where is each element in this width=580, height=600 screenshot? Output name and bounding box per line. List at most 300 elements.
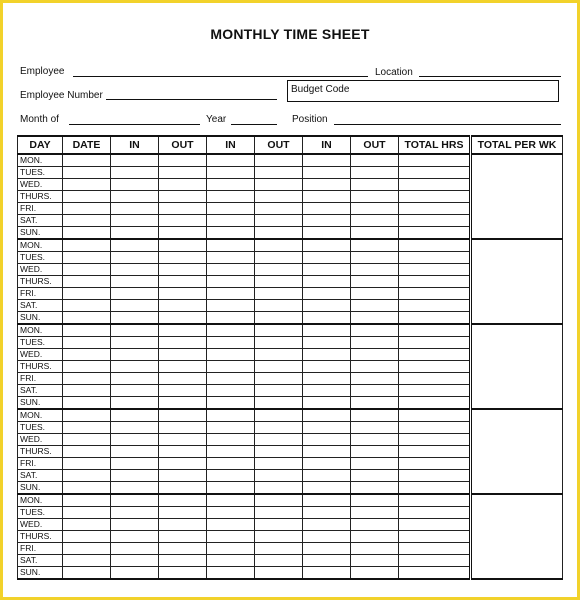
in-cell[interactable]: [207, 373, 255, 385]
total-hrs-cell[interactable]: [399, 555, 471, 567]
in-cell[interactable]: [207, 252, 255, 264]
budget-code-box[interactable]: [287, 80, 559, 102]
in-cell[interactable]: [303, 167, 351, 179]
out-cell[interactable]: [159, 227, 207, 240]
date-cell[interactable]: [63, 470, 111, 482]
total-hrs-cell[interactable]: [399, 409, 471, 422]
out-cell[interactable]: [351, 519, 399, 531]
date-cell[interactable]: [63, 409, 111, 422]
out-cell[interactable]: [159, 264, 207, 276]
in-cell[interactable]: [111, 154, 159, 167]
total-hrs-cell[interactable]: [399, 507, 471, 519]
total-hrs-cell[interactable]: [399, 154, 471, 167]
in-cell[interactable]: [207, 264, 255, 276]
out-cell[interactable]: [159, 373, 207, 385]
in-cell[interactable]: [111, 470, 159, 482]
in-cell[interactable]: [111, 361, 159, 373]
out-cell[interactable]: [255, 567, 303, 580]
total-hrs-cell[interactable]: [399, 337, 471, 349]
in-cell[interactable]: [303, 507, 351, 519]
in-cell[interactable]: [111, 252, 159, 264]
total-hrs-cell[interactable]: [399, 252, 471, 264]
out-cell[interactable]: [351, 446, 399, 458]
out-cell[interactable]: [351, 154, 399, 167]
out-cell[interactable]: [159, 203, 207, 215]
out-cell[interactable]: [351, 349, 399, 361]
total-hrs-cell[interactable]: [399, 494, 471, 507]
in-cell[interactable]: [303, 154, 351, 167]
in-cell[interactable]: [303, 531, 351, 543]
date-cell[interactable]: [63, 494, 111, 507]
in-cell[interactable]: [111, 215, 159, 227]
total-per-week-cell[interactable]: [471, 239, 563, 324]
total-hrs-cell[interactable]: [399, 373, 471, 385]
out-cell[interactable]: [351, 482, 399, 495]
total-hrs-cell[interactable]: [399, 531, 471, 543]
date-cell[interactable]: [63, 519, 111, 531]
in-cell[interactable]: [207, 300, 255, 312]
out-cell[interactable]: [351, 409, 399, 422]
day-cell: SAT.: [18, 555, 63, 567]
in-cell[interactable]: [207, 324, 255, 337]
page-title: MONTHLY TIME SHEET: [210, 26, 370, 42]
in-cell[interactable]: [303, 239, 351, 252]
total-hrs-cell[interactable]: [399, 227, 471, 240]
date-cell[interactable]: [63, 264, 111, 276]
date-cell[interactable]: [63, 531, 111, 543]
in-cell[interactable]: [207, 397, 255, 410]
location-field[interactable]: [419, 76, 561, 77]
total-hrs-cell[interactable]: [399, 482, 471, 495]
date-cell[interactable]: [63, 312, 111, 325]
out-cell[interactable]: [351, 458, 399, 470]
date-cell[interactable]: [63, 191, 111, 203]
in-cell[interactable]: [303, 458, 351, 470]
in-cell[interactable]: [303, 373, 351, 385]
in-cell[interactable]: [207, 409, 255, 422]
out-cell[interactable]: [159, 191, 207, 203]
out-cell[interactable]: [255, 422, 303, 434]
date-cell[interactable]: [63, 239, 111, 252]
in-cell[interactable]: [207, 167, 255, 179]
in-cell[interactable]: [303, 349, 351, 361]
in-cell[interactable]: [111, 349, 159, 361]
out-cell[interactable]: [351, 385, 399, 397]
in-cell[interactable]: [207, 239, 255, 252]
date-cell[interactable]: [63, 373, 111, 385]
out-cell[interactable]: [159, 324, 207, 337]
date-cell[interactable]: [63, 422, 111, 434]
out-cell[interactable]: [255, 167, 303, 179]
total-hrs-cell[interactable]: [399, 324, 471, 337]
employee-field[interactable]: [73, 76, 368, 77]
date-cell[interactable]: [63, 434, 111, 446]
out-cell[interactable]: [159, 300, 207, 312]
out-cell[interactable]: [255, 154, 303, 167]
in-cell[interactable]: [303, 300, 351, 312]
in-cell[interactable]: [303, 264, 351, 276]
in-cell[interactable]: [303, 227, 351, 240]
out-cell[interactable]: [351, 276, 399, 288]
date-cell[interactable]: [63, 482, 111, 495]
in-cell[interactable]: [111, 264, 159, 276]
in-cell[interactable]: [111, 385, 159, 397]
date-cell[interactable]: [63, 446, 111, 458]
out-cell[interactable]: [255, 324, 303, 337]
total-hrs-cell[interactable]: [399, 446, 471, 458]
total-hrs-cell[interactable]: [399, 397, 471, 410]
in-cell[interactable]: [111, 507, 159, 519]
in-cell[interactable]: [111, 239, 159, 252]
in-cell[interactable]: [207, 215, 255, 227]
out-cell[interactable]: [255, 446, 303, 458]
in-cell[interactable]: [207, 312, 255, 325]
out-cell[interactable]: [159, 494, 207, 507]
in-cell[interactable]: [111, 191, 159, 203]
total-per-week-cell[interactable]: [471, 494, 563, 579]
total-hrs-cell[interactable]: [399, 349, 471, 361]
out-cell[interactable]: [351, 555, 399, 567]
out-cell[interactable]: [351, 543, 399, 555]
out-cell[interactable]: [255, 191, 303, 203]
in-cell[interactable]: [303, 191, 351, 203]
out-cell[interactable]: [351, 324, 399, 337]
in-cell[interactable]: [111, 179, 159, 191]
out-cell[interactable]: [351, 215, 399, 227]
out-cell[interactable]: [159, 167, 207, 179]
day-cell: WED.: [18, 349, 63, 361]
in-cell[interactable]: [303, 215, 351, 227]
total-hrs-cell[interactable]: [399, 434, 471, 446]
out-cell[interactable]: [255, 361, 303, 373]
in-cell[interactable]: [111, 203, 159, 215]
in-cell[interactable]: [207, 385, 255, 397]
date-cell[interactable]: [63, 349, 111, 361]
out-cell[interactable]: [159, 312, 207, 325]
out-cell[interactable]: [159, 288, 207, 300]
out-cell[interactable]: [159, 507, 207, 519]
total-hrs-cell[interactable]: [399, 543, 471, 555]
date-cell[interactable]: [63, 167, 111, 179]
date-cell[interactable]: [63, 337, 111, 349]
total-per-week-cell[interactable]: [471, 409, 563, 494]
employee-number-field[interactable]: [106, 99, 277, 100]
out-cell[interactable]: [159, 543, 207, 555]
out-cell[interactable]: [351, 470, 399, 482]
in-cell[interactable]: [207, 519, 255, 531]
in-cell[interactable]: [111, 422, 159, 434]
out-cell[interactable]: [159, 482, 207, 495]
in-cell[interactable]: [207, 434, 255, 446]
in-cell[interactable]: [207, 482, 255, 495]
out-cell[interactable]: [159, 519, 207, 531]
out-cell[interactable]: [159, 361, 207, 373]
in-cell[interactable]: [207, 567, 255, 580]
out-cell[interactable]: [159, 154, 207, 167]
in-cell[interactable]: [111, 519, 159, 531]
out-cell[interactable]: [159, 458, 207, 470]
out-cell[interactable]: [159, 385, 207, 397]
date-cell[interactable]: [63, 215, 111, 227]
out-cell[interactable]: [351, 179, 399, 191]
out-cell[interactable]: [351, 373, 399, 385]
out-cell[interactable]: [255, 434, 303, 446]
out-cell[interactable]: [255, 543, 303, 555]
in-cell[interactable]: [303, 543, 351, 555]
in-cell[interactable]: [111, 167, 159, 179]
in-cell[interactable]: [111, 531, 159, 543]
in-cell[interactable]: [111, 227, 159, 240]
day-cell: SUN.: [18, 482, 63, 495]
in-cell[interactable]: [207, 422, 255, 434]
in-cell[interactable]: [111, 458, 159, 470]
out-cell[interactable]: [351, 288, 399, 300]
out-cell[interactable]: [255, 507, 303, 519]
out-cell[interactable]: [255, 397, 303, 410]
total-per-week-cell[interactable]: [471, 324, 563, 409]
in-cell[interactable]: [207, 227, 255, 240]
out-cell[interactable]: [255, 349, 303, 361]
in-cell[interactable]: [207, 555, 255, 567]
out-cell[interactable]: [351, 252, 399, 264]
in-cell[interactable]: [303, 312, 351, 325]
in-cell[interactable]: [303, 494, 351, 507]
total-hrs-cell[interactable]: [399, 519, 471, 531]
out-cell[interactable]: [351, 494, 399, 507]
out-cell[interactable]: [159, 531, 207, 543]
in-cell[interactable]: [111, 300, 159, 312]
date-cell[interactable]: [63, 385, 111, 397]
total-hrs-cell[interactable]: [399, 422, 471, 434]
date-cell[interactable]: [63, 154, 111, 167]
out-cell[interactable]: [255, 300, 303, 312]
out-cell[interactable]: [351, 434, 399, 446]
out-cell[interactable]: [255, 458, 303, 470]
in-cell[interactable]: [303, 397, 351, 410]
out-cell[interactable]: [351, 567, 399, 580]
in-cell[interactable]: [303, 252, 351, 264]
in-cell[interactable]: [111, 555, 159, 567]
out-cell[interactable]: [159, 276, 207, 288]
day-cell: FRI.: [18, 458, 63, 470]
in-cell[interactable]: [207, 361, 255, 373]
out-cell[interactable]: [351, 337, 399, 349]
out-cell[interactable]: [255, 494, 303, 507]
day-cell: FRI.: [18, 288, 63, 300]
total-hrs-cell[interactable]: [399, 179, 471, 191]
date-cell[interactable]: [63, 288, 111, 300]
in-cell[interactable]: [111, 288, 159, 300]
in-cell[interactable]: [111, 276, 159, 288]
out-cell[interactable]: [159, 446, 207, 458]
out-cell[interactable]: [159, 409, 207, 422]
out-cell[interactable]: [255, 409, 303, 422]
in-cell[interactable]: [303, 422, 351, 434]
date-cell[interactable]: [63, 300, 111, 312]
date-cell[interactable]: [63, 567, 111, 580]
in-cell[interactable]: [111, 567, 159, 580]
total-hrs-cell[interactable]: [399, 300, 471, 312]
out-cell[interactable]: [351, 397, 399, 410]
in-cell[interactable]: [303, 409, 351, 422]
position-field[interactable]: [334, 124, 561, 125]
out-cell[interactable]: [159, 215, 207, 227]
total-hrs-cell[interactable]: [399, 361, 471, 373]
in-cell[interactable]: [207, 543, 255, 555]
total-hrs-cell[interactable]: [399, 567, 471, 580]
out-cell[interactable]: [255, 531, 303, 543]
out-cell[interactable]: [351, 191, 399, 203]
in-cell[interactable]: [303, 337, 351, 349]
in-cell[interactable]: [303, 434, 351, 446]
total-hrs-cell[interactable]: [399, 276, 471, 288]
date-cell[interactable]: [63, 361, 111, 373]
out-cell[interactable]: [255, 203, 303, 215]
in-cell[interactable]: [111, 494, 159, 507]
total-hrs-cell[interactable]: [399, 385, 471, 397]
date-cell[interactable]: [63, 324, 111, 337]
in-cell[interactable]: [207, 531, 255, 543]
total-hrs-cell[interactable]: [399, 264, 471, 276]
out-cell[interactable]: [255, 239, 303, 252]
out-cell[interactable]: [351, 507, 399, 519]
total-hrs-cell[interactable]: [399, 203, 471, 215]
out-cell[interactable]: [255, 555, 303, 567]
date-cell[interactable]: [63, 203, 111, 215]
out-cell[interactable]: [159, 179, 207, 191]
in-cell[interactable]: [207, 191, 255, 203]
in-cell[interactable]: [303, 482, 351, 495]
date-cell[interactable]: [63, 555, 111, 567]
date-cell[interactable]: [63, 179, 111, 191]
date-cell[interactable]: [63, 252, 111, 264]
out-cell[interactable]: [255, 312, 303, 325]
total-hrs-cell[interactable]: [399, 191, 471, 203]
in-cell[interactable]: [111, 446, 159, 458]
total-hrs-cell[interactable]: [399, 215, 471, 227]
out-cell[interactable]: [351, 264, 399, 276]
out-cell[interactable]: [255, 373, 303, 385]
in-cell[interactable]: [303, 203, 351, 215]
header-in: IN: [207, 136, 255, 154]
month-of-field[interactable]: [69, 124, 200, 125]
out-cell[interactable]: [255, 519, 303, 531]
in-cell[interactable]: [303, 324, 351, 337]
out-cell[interactable]: [351, 203, 399, 215]
in-cell[interactable]: [111, 312, 159, 325]
out-cell[interactable]: [255, 227, 303, 240]
out-cell[interactable]: [255, 276, 303, 288]
out-cell[interactable]: [351, 312, 399, 325]
in-cell[interactable]: [207, 203, 255, 215]
in-cell[interactable]: [303, 519, 351, 531]
in-cell[interactable]: [303, 470, 351, 482]
out-cell[interactable]: [351, 167, 399, 179]
in-cell[interactable]: [207, 458, 255, 470]
out-cell[interactable]: [351, 361, 399, 373]
out-cell[interactable]: [255, 385, 303, 397]
out-cell[interactable]: [255, 482, 303, 495]
out-cell[interactable]: [255, 179, 303, 191]
in-cell[interactable]: [303, 385, 351, 397]
in-cell[interactable]: [207, 154, 255, 167]
date-cell[interactable]: [63, 227, 111, 240]
date-cell[interactable]: [63, 397, 111, 410]
out-cell[interactable]: [159, 252, 207, 264]
in-cell[interactable]: [207, 349, 255, 361]
in-cell[interactable]: [111, 324, 159, 337]
in-cell[interactable]: [111, 337, 159, 349]
date-cell[interactable]: [63, 458, 111, 470]
in-cell[interactable]: [207, 470, 255, 482]
out-cell[interactable]: [159, 337, 207, 349]
out-cell[interactable]: [159, 555, 207, 567]
out-cell[interactable]: [255, 288, 303, 300]
out-cell[interactable]: [351, 227, 399, 240]
out-cell[interactable]: [159, 470, 207, 482]
in-cell[interactable]: [303, 179, 351, 191]
in-cell[interactable]: [207, 179, 255, 191]
in-cell[interactable]: [207, 337, 255, 349]
in-cell[interactable]: [111, 373, 159, 385]
total-hrs-cell[interactable]: [399, 239, 471, 252]
out-cell[interactable]: [255, 264, 303, 276]
out-cell[interactable]: [255, 252, 303, 264]
out-cell[interactable]: [255, 470, 303, 482]
out-cell[interactable]: [159, 397, 207, 410]
in-cell[interactable]: [303, 288, 351, 300]
total-hrs-cell[interactable]: [399, 288, 471, 300]
out-cell[interactable]: [351, 239, 399, 252]
in-cell[interactable]: [303, 276, 351, 288]
out-cell[interactable]: [159, 349, 207, 361]
out-cell[interactable]: [255, 215, 303, 227]
out-cell[interactable]: [159, 434, 207, 446]
in-cell[interactable]: [111, 409, 159, 422]
out-cell[interactable]: [351, 422, 399, 434]
in-cell[interactable]: [303, 555, 351, 567]
out-cell[interactable]: [159, 567, 207, 580]
date-cell[interactable]: [63, 276, 111, 288]
date-cell[interactable]: [63, 543, 111, 555]
in-cell[interactable]: [303, 567, 351, 580]
in-cell[interactable]: [111, 543, 159, 555]
out-cell[interactable]: [351, 531, 399, 543]
out-cell[interactable]: [255, 337, 303, 349]
in-cell[interactable]: [303, 361, 351, 373]
in-cell[interactable]: [207, 288, 255, 300]
total-hrs-cell[interactable]: [399, 312, 471, 325]
total-per-week-cell[interactable]: [471, 154, 563, 239]
out-cell[interactable]: [351, 300, 399, 312]
total-hrs-cell[interactable]: [399, 470, 471, 482]
in-cell[interactable]: [207, 507, 255, 519]
in-cell[interactable]: [207, 276, 255, 288]
total-hrs-cell[interactable]: [399, 167, 471, 179]
in-cell[interactable]: [111, 482, 159, 495]
day-cell: TUES.: [18, 337, 63, 349]
in-cell[interactable]: [111, 397, 159, 410]
in-cell[interactable]: [207, 446, 255, 458]
in-cell[interactable]: [111, 434, 159, 446]
in-cell[interactable]: [207, 494, 255, 507]
total-hrs-cell[interactable]: [399, 458, 471, 470]
out-cell[interactable]: [159, 422, 207, 434]
out-cell[interactable]: [159, 239, 207, 252]
year-field[interactable]: [231, 124, 277, 125]
in-cell[interactable]: [303, 446, 351, 458]
date-cell[interactable]: [63, 507, 111, 519]
